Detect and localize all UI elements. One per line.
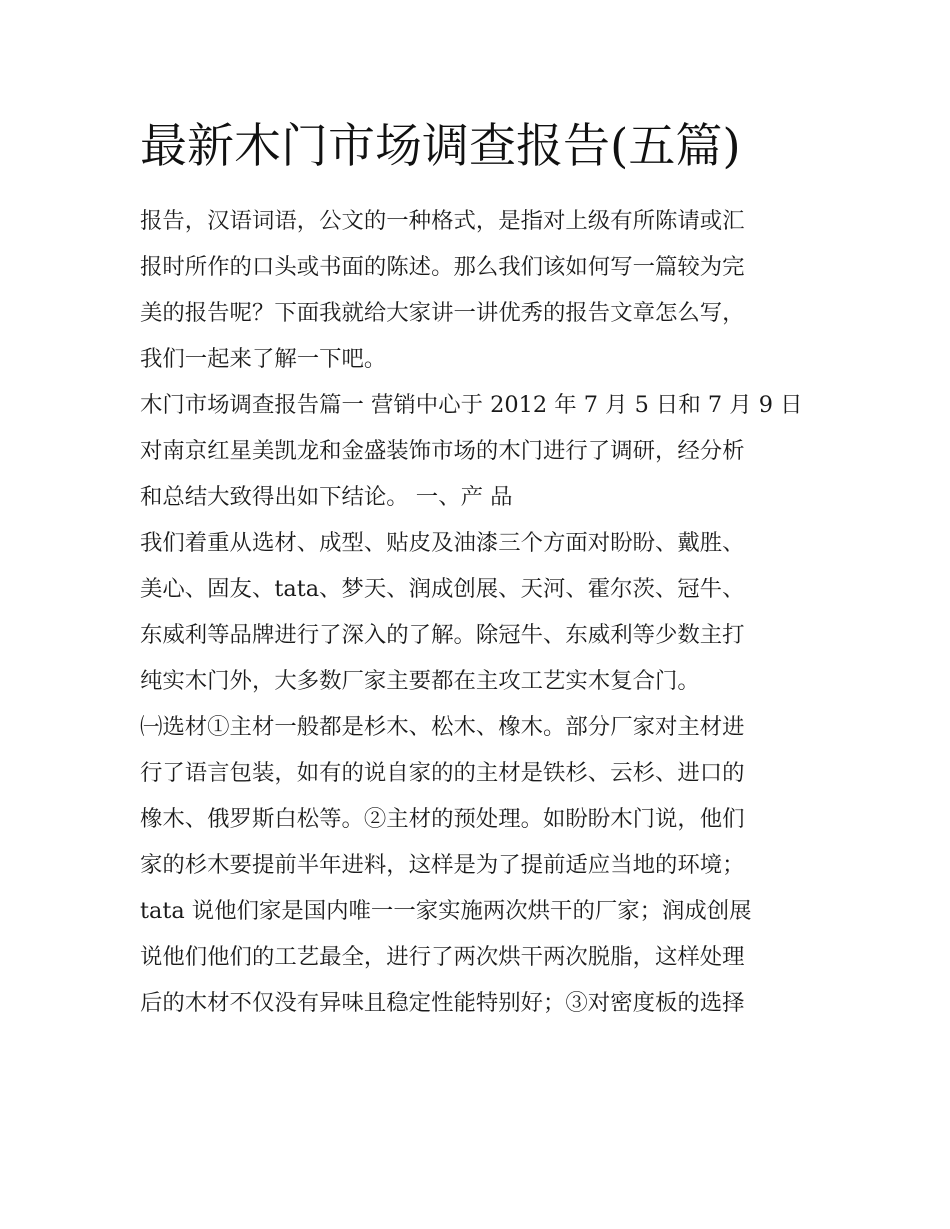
body-line: tata 说他们家是国内唯一一家实施两次烘干的厂家；润成创展 (140, 898, 752, 924)
body-line: 我们着重从选材、成型、贴皮及油漆三个方面对盼盼、戴胜、 (140, 530, 745, 556)
body-line: 报时所作的口头或书面的陈述。那么我们该如何写一篇较为完 (140, 254, 745, 280)
body-line: 和总结大致得出如下结论。 一、产 品 (140, 484, 513, 510)
body-line: 家的杉木要提前半年进料，这样是为了提前适应当地的环境； (140, 852, 745, 878)
body-line: 美的报告呢？下面我就给大家讲一讲优秀的报告文章怎么写， (140, 300, 745, 326)
body-line: 报告，汉语词语，公文的一种格式，是指对上级有所陈请或汇 (140, 208, 745, 234)
body-line: 我们一起来了解一下吧。 (140, 346, 387, 372)
body-line: 说他们他们的工艺最全，进行了两次烘干两次脱脂，这样处理 (140, 944, 745, 970)
document-body (140, 198, 820, 1026)
body-line: 橡木、俄罗斯白松等。②主材的预处理。如盼盼木门说，他们 (140, 806, 745, 832)
document-title: 最新木门市场调查报告(五篇) (140, 119, 741, 174)
body-line: 木门市场调查报告篇一 营销中心于 2012 年 7 月 5 日和 7 月 9 日 (140, 392, 803, 418)
body-line: ㈠选材①主材一般都是杉木、松木、橡木。部分厂家对主材进 (140, 714, 745, 740)
body-line: 后的木材不仅没有异味且稳定性能特别好；③对密度板的选择 (140, 990, 745, 1016)
body-line: 东威利等品牌进行了深入的了解。除冠牛、东威利等少数主打 (140, 622, 745, 648)
body-line: 纯实木门外，大多数厂家主要都在主攻工艺实木复合门。 (140, 668, 700, 694)
body-line: 美心、固友、tata、梦天、润成创展、天河、霍尔茨、冠牛、 (140, 576, 745, 602)
body-line: 行了语言包装，如有的说自家的的主材是铁杉、云杉、进口的 (140, 760, 745, 786)
body-line: 对南京红星美凯龙和金盛装饰市场的木门进行了调研，经分析 (140, 438, 745, 464)
